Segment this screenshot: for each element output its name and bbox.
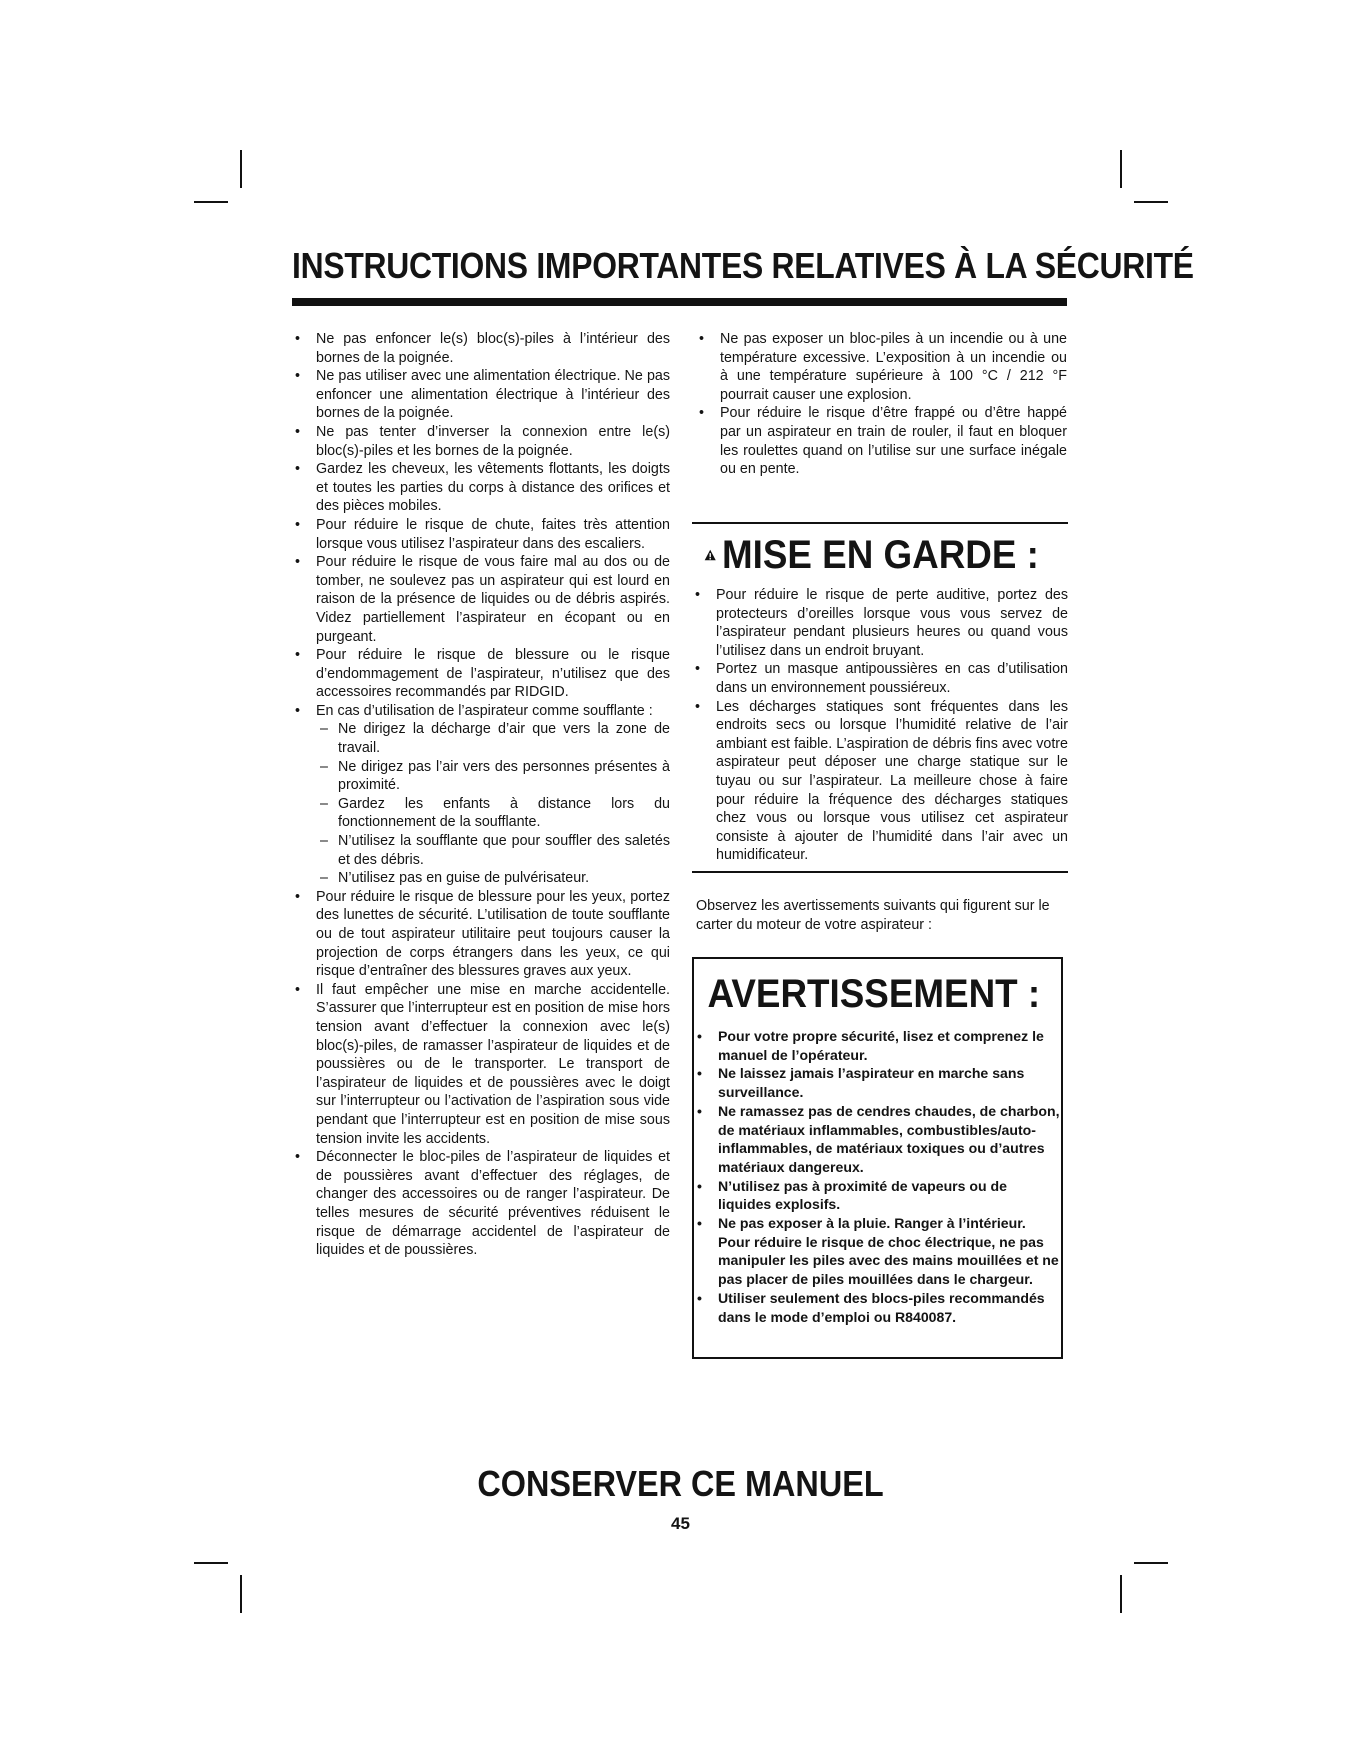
crop-mark (1134, 1562, 1168, 1564)
left-column (292, 330, 670, 1260)
list-item: • Ne pas exposer à la pluie. Ranger à l’intérieur. Pour réduire le risque de choc électrique, ne pas manipuler les piles avec des mains mouillées et ne pas placer de piles mouillées dans le chargeur. (694, 1214, 1061, 1289)
list-item: • Gardez les cheveux, les vêtements flottants, les doigts et toutes les parties du corps à distance des orifices et des pièces mobiles. (292, 460, 670, 516)
warning-box (692, 957, 1063, 1359)
list-item: • Pour réduire le risque de blessure ou le risque d’endommagement de l’aspirateur, n’utilisez que des accessoires recommandés par RIDGID. (292, 646, 670, 702)
warning-list (694, 1027, 1061, 1326)
caution-rule-top (692, 522, 1068, 524)
warning-triangle-icon (704, 539, 716, 571)
caution-list (692, 586, 1068, 865)
crop-mark (194, 1562, 228, 1564)
sub-list-item: – Ne dirigez pas l’air vers des personnes présentes à proximité. (316, 758, 670, 795)
crop-mark (1120, 1575, 1122, 1613)
caution-heading-text: MISE EN GARDE : (721, 533, 1039, 577)
caution-section (692, 522, 1068, 873)
crop-mark (1134, 201, 1168, 203)
list-item: • Ne ramassez pas de cendres chaudes, de charbon, de matériaux inflammables, combustibles/auto-inflammables, de matériaux toxiques ou d’autres matériaux dangereux. (694, 1102, 1061, 1177)
caution-rule-bottom (692, 871, 1068, 873)
list-item: • Pour réduire le risque d’être frappé ou d’être happé par un aspirateur en train de rouler, il faut en bloquer les roulettes quand on l’utilise sur une surface inégale ou en pente. (696, 404, 1067, 478)
safety-list-left (292, 330, 670, 1260)
list-item: • Déconnecter le bloc-piles de l’aspirateur de liquides et de poussières avant d’effectuer des réglages, de changer des accessoires ou de ranger l’aspirateur. De telles mesures de sécurité préventives réduisent le risque de démarrage accidentel de l’aspirateur de liquides et de poussières. (292, 1148, 670, 1260)
title-rule (292, 298, 1067, 306)
right-column (696, 330, 1067, 479)
sub-list-item: – Ne dirigez la décharge d’air que vers la zone de travail. (316, 720, 670, 757)
list-item: • Portez un masque antipoussières en cas d’utilisation dans un environnement poussiéreux. (692, 660, 1068, 697)
list-item: • Utiliser seulement des blocs-piles recommandés dans le mode d’emploi ou R840087. (694, 1289, 1061, 1326)
warning-heading-text: AVERTISSEMENT : (707, 972, 1041, 1016)
list-item: • Pour réduire le risque de perte auditive, portez des protecteurs d’oreilles lorsque vous vous servez de l’aspirateur pendant plusieurs heures ou quand vous l’utilisez dans un endroit bruyant. (692, 586, 1068, 660)
warning-heading (702, 969, 1041, 1019)
crop-mark (240, 150, 242, 188)
list-item: • Pour réduire le risque de chute, faites très attention lorsque vous utilisez l’aspirateur dans des escaliers. (292, 516, 670, 553)
list-item: • Il faut empêcher une mise en marche accidentelle. S’assurer que l’interrupteur est en position de mise hors tension avant d’effectuer la connexion avec le(s) bloc(s)-piles, de ramasser l’aspirateur de liquides et de poussières ou de le transporter. Le transport de l’aspirateur de liquides et de poussières avec le doigt sur l’interrupteur ou l’activation de l’aspiration sous vide pendant que l’interrupteur est en position de mise sous tension invite les accidents. (292, 981, 670, 1148)
caution-heading (704, 530, 1039, 580)
list-item: • Ne laissez jamais l’aspirateur en marche sans surveillance. (694, 1064, 1061, 1101)
crop-mark (194, 201, 228, 203)
list-item-text: En cas d’utilisation de l’aspirateur comme soufflante : (316, 702, 653, 719)
sub-list-item: – N’utilisez pas en guise de pulvérisateur. (316, 869, 670, 888)
list-item: • Ne pas enfoncer le(s) bloc(s)-piles à l’intérieur des bornes de la poignée. (292, 330, 670, 367)
list-item: • Ne pas tenter d’inverser la connexion entre le(s) bloc(s)-piles et les bornes de la poignée. (292, 423, 670, 460)
list-item: • Pour votre propre sécurité, lisez et comprenez le manuel de l’opérateur. (694, 1027, 1061, 1064)
list-item: • Ne pas utiliser avec une alimentation électrique. Ne pas enfoncer une alimentation électrique à l’intérieur des bornes de la poignée. (292, 367, 670, 423)
page-title: INSTRUCTIONS IMPORTANTES RELATIVES À LA SÉCURITÉ (292, 245, 1194, 286)
list-item: • N’utilisez pas à proximité de vapeurs ou de liquides explosifs. (694, 1177, 1061, 1214)
list-item: • Les décharges statiques sont fréquentes dans les endroits secs ou lorsque l’humidité relative de l’air ambiant est faible. L’aspiration de débris fins avec votre aspirateur peut déposer une charge statique sur le tuyau ou sur l’aspirateur. La meilleure chose à faire pour réduire la fréquence des décharges statiques chez vous ou lorsque vous utilisez cet aspirateur consiste à ajouter de l’humidité dans l’air avec un humidificateur. (692, 698, 1068, 865)
list-item: • Pour réduire le risque de blessure pour les yeux, portez des lunettes de sécurité. L’utilisation de toute soufflante ou de tout aspirateur utilitaire peut toujours causer la projection de corps étrangers dans les yeux, ce qui risque d’entraîner des blessures graves aux yeux. (292, 888, 670, 981)
footer-title: CONSERVER CE MANUEL (477, 1463, 884, 1504)
blower-sublist (316, 720, 670, 887)
safety-list-right (696, 330, 1067, 479)
page-number: 45 (671, 1514, 690, 1533)
crop-mark (240, 1575, 242, 1613)
crop-mark (1120, 150, 1122, 188)
list-item: • Pour réduire le risque de vous faire mal au dos ou de tomber, ne soulevez pas un aspirateur qui est lourd en raison de la présence de liquides ou de débris aspirés. Videz partiellement l’aspirateur en écopant ou en purgeant. (292, 553, 670, 646)
observe-text: Observez les avertissements suivants qui figurent sur le carter du moteur de votre aspirateur : (696, 898, 1050, 933)
list-item: • Ne pas exposer un bloc-piles à un incendie ou à une température excessive. L’exposition à un incendie ou à une température supérieure à 100 °C / 212 °F pourrait causer une explosion. (696, 330, 1067, 404)
list-item-blower (292, 702, 670, 888)
sub-list-item: – N’utilisez la soufflante que pour souffler des saletés et des débris. (316, 832, 670, 869)
sub-list-item: – Gardez les enfants à distance lors du fonctionnement de la soufflante. (316, 795, 670, 832)
